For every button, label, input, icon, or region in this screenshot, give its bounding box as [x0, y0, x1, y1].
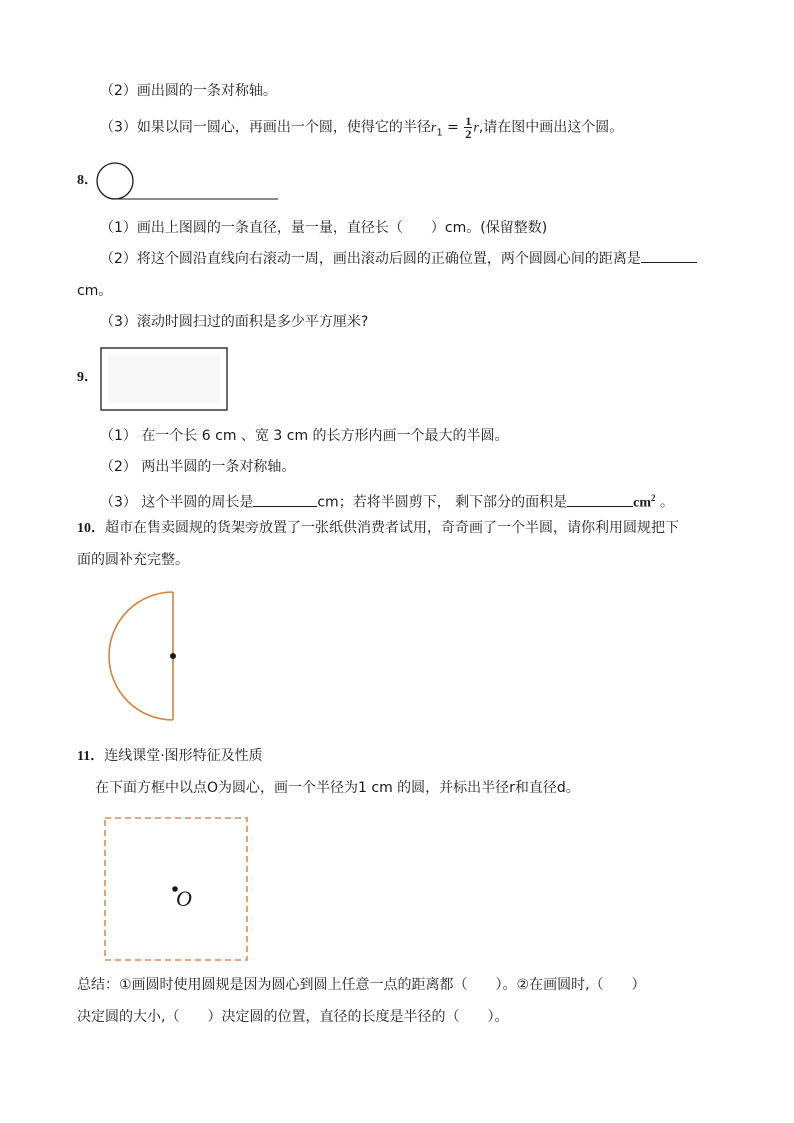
q9-part3-prefix: （3） 这个半圆的周长是 [100, 494, 254, 511]
q11-title: 连线课堂·图形特征及性质 [104, 748, 263, 764]
q8-part2-cont: cm。 [77, 283, 113, 299]
perimeter-blank[interactable] [253, 492, 317, 507]
q7-part3-prefix: （3）如果以同一圆心，再画出一个圆，使得它的半径 [100, 119, 431, 136]
area-blank[interactable] [567, 492, 633, 507]
q9-rectangle-figure [100, 347, 228, 411]
q9-part3-mid: cm；若将半圆剪下， 剩下部分的面积是 [317, 494, 568, 511]
answer-blank[interactable] [641, 248, 697, 263]
semicircle-center-dot [170, 653, 176, 659]
q11-title-line [77, 746, 263, 767]
area-unit-exponent: 2 [651, 493, 656, 503]
q8-part1: （1）画出上图圆的一条直径，量一量，直径长（ ）cm。(保留整数) [100, 220, 548, 236]
equals-sign: = [442, 119, 464, 136]
fraction-denominator: 2 [465, 127, 472, 141]
q8-figure [95, 160, 285, 202]
q11-number: 11． [77, 749, 105, 764]
q9-part1: （1） 在一个长 6 cm 、宽 3 cm 的长方形内画一个最大的半圆。 [100, 428, 509, 444]
one-half-fraction [464, 115, 472, 140]
radius-subscript: 1 [436, 127, 443, 139]
semicircle-arc [109, 592, 173, 720]
q11-instruction: 在下面方框中以点O为圆心，画一个半径为1 cm 的圆，并标出半径r和直径d。 [95, 780, 580, 796]
q8-part2 [100, 248, 697, 269]
q9-number: 9． [77, 370, 98, 385]
rolling-circle [97, 163, 133, 199]
q11-summary2: 决定圆的大小,（ ）决定圆的位置，直径的长度是半径的（ ）。 [77, 1009, 509, 1025]
point-o-label: O [176, 886, 192, 911]
q9-part3-end: 。 [655, 494, 674, 511]
rectangle-shading [108, 355, 220, 403]
q8-part3: （3）滚动时圆扫过的面积是多少平方厘米? [100, 314, 369, 330]
radius-symbol: r [430, 120, 437, 136]
q10-text: 超市在售卖圆规的货架旁放置了一张纸供消费者试用，奇奇画了一个半圆，请你利用圆规把下 [105, 520, 679, 536]
q8-number: 8． [77, 173, 98, 188]
q10-line1 [77, 518, 679, 539]
q8-part2-text: （2）将这个圆沿直线向右滚动一周，画出滚动后圆的正确位置，两个圆圆心间的距离是 [100, 251, 641, 267]
q9-part2: （2） 两出半圆的一条对称轴。 [100, 459, 296, 475]
fraction-numerator: 1 [465, 114, 472, 128]
radius-symbol-2: r [473, 120, 479, 136]
area-unit: cm [633, 495, 652, 511]
q7-part2: （2）画出圆的一条对称轴。 [100, 83, 277, 99]
q7-part3-suffix: ,请在图中画出这个圆。 [478, 119, 624, 136]
semicircle-figure [105, 590, 181, 726]
q10-number: 10． [77, 521, 105, 536]
q7-part3 [100, 115, 623, 145]
q11-summary1: 总结：①画圆时使用圆规是因为圆心到圆上任意一点的距离都（ ）。②在画圆时,（ ） [77, 977, 646, 993]
q10-line2: 面的圆补充完整。 [77, 552, 189, 568]
q9-part3 [100, 488, 674, 514]
